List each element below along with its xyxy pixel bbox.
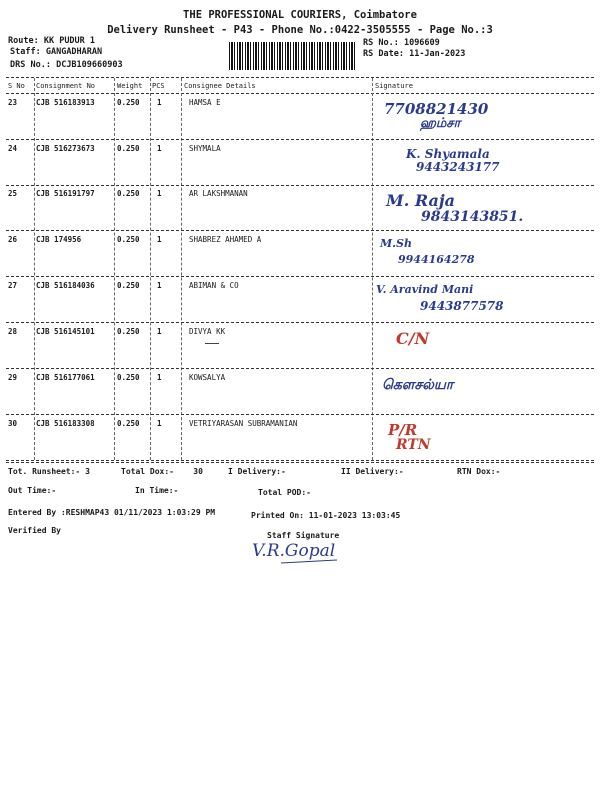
signature-handwriting: K. Shyamala (406, 147, 490, 161)
row-rule (6, 460, 594, 461)
row-rule (6, 230, 594, 231)
staff-value: GANGADHARAN (45, 47, 103, 57)
out-time: Out Time:- (8, 486, 57, 495)
route-value: KK PUDUR 1 (43, 36, 96, 46)
rtn-dox: RTN Dox:- (457, 467, 501, 476)
drs-line (10, 60, 123, 70)
row-consignment-no: CJB 516184036 (36, 281, 95, 290)
row-consignee: SHABREZ AHAMED A (189, 235, 262, 244)
row-consignment-no: CJB 516145101 (36, 327, 95, 336)
row-consignee: SHYMALA (189, 144, 221, 153)
signature-handwriting: V. Aravind Mani (376, 283, 474, 296)
row-pcs: 1 (157, 327, 162, 336)
signature-handwriting: 9944164278 (398, 253, 475, 266)
row-rule (6, 368, 594, 369)
row-pcs: 1 (157, 189, 162, 198)
table-row (0, 187, 600, 231)
signature-handwriting: 9443243177 (416, 160, 500, 174)
row-sno: 27 (8, 281, 18, 290)
signature-handwriting: 9443877578 (420, 299, 504, 313)
row-sno: 23 (8, 98, 18, 107)
row-consignment-no: CJB 516191797 (36, 189, 95, 198)
rs-no-label: RS No.: (363, 38, 399, 48)
row-consignee: KOWSALYA (189, 373, 226, 382)
route-line (8, 36, 95, 46)
table-header-rule (6, 93, 594, 94)
row-pcs: 1 (157, 419, 162, 428)
row-pcs: 1 (157, 373, 162, 382)
route-label: Route: (8, 36, 39, 46)
staff-signature-hand: V.R.Gopal (252, 541, 336, 561)
i-delivery: I Delivery:- (228, 467, 286, 476)
drs-value: DCJB109660903 (56, 60, 123, 70)
row-weight: 0.250 (117, 144, 140, 153)
signature-handwriting: RTN (396, 437, 431, 453)
rs-date-label: RS Date: (363, 49, 404, 59)
table-row (0, 279, 600, 323)
col-pcs: PCS (152, 82, 165, 90)
row-pcs: 1 (157, 281, 162, 290)
table-row (0, 325, 600, 369)
row-pcs: 1 (157, 98, 162, 107)
row-weight: 0.250 (117, 98, 140, 107)
row-sno: 28 (8, 327, 18, 336)
row-sno: 24 (8, 144, 18, 153)
row-weight: 0.250 (117, 419, 140, 428)
staff-label: Staff: (10, 47, 41, 57)
signature-handwriting: ஹம்சா (420, 116, 461, 131)
row-sno: 25 (8, 189, 18, 198)
tot-runsheet: Tot. Runsheet:- 3 (8, 467, 90, 476)
signature-handwriting: P/R (388, 421, 418, 439)
row-consignment-no: CJB 516177061 (36, 373, 95, 382)
table-bottom-rule (6, 462, 594, 463)
row-pcs: 1 (157, 235, 162, 244)
col-signature: Signature (375, 82, 413, 90)
printed-on: Printed On: 11-01-2023 13:03:45 (251, 511, 401, 520)
barcode-image (229, 42, 356, 70)
table-row (0, 417, 600, 461)
runsheet-title: Delivery Runsheet - P43 - Phone No.:0422-3505555 - Page No.:3 (107, 24, 493, 36)
row-consignee: ABIMAN & CO (189, 281, 239, 290)
col-weight: Weight (117, 82, 143, 90)
row-sno: 30 (8, 419, 18, 428)
rs-no-line (363, 38, 440, 48)
row-rule (6, 414, 594, 415)
table-top-rule (6, 77, 594, 78)
row-weight: 0.250 (117, 235, 140, 244)
row-consignment-no: CJB 516183913 (36, 98, 95, 107)
row-rule (6, 185, 594, 186)
rs-no-value: 1096609 (403, 38, 440, 48)
row-weight: 0.250 (117, 373, 140, 382)
table-row (0, 142, 600, 186)
ii-delivery: II Delivery:- (341, 467, 404, 476)
company-title: THE PROFESSIONAL COURIERS, Coimbatore (183, 9, 417, 21)
row-consignment-no: CJB 516183308 (36, 419, 95, 428)
row-pcs: 1 (157, 144, 162, 153)
row-consignee: HAMSA E (189, 98, 221, 107)
col-consignment: Consignment No (36, 82, 96, 90)
row-rule (6, 139, 594, 140)
rs-date-line (363, 49, 465, 59)
signature-handwriting: M. Raja (386, 191, 456, 210)
col-sno: S No (8, 82, 25, 90)
row-rule (6, 322, 594, 323)
row-rule (6, 276, 594, 277)
row-weight: 0.250 (117, 327, 140, 336)
col-consignee: Consignee Details (184, 82, 256, 90)
row-consignee: VETRIYARASAN SUBRAMANIAN (189, 419, 298, 428)
total-pod: Total POD:- (258, 488, 311, 497)
staff-signature-label: Staff Signature (267, 531, 340, 540)
verified-by: Verified By (8, 526, 61, 535)
row-weight: 0.250 (117, 189, 140, 198)
drs-label: DRS No.: (10, 60, 51, 70)
row-sno: 26 (8, 235, 18, 244)
row-consignment-no: CJB 516273673 (36, 144, 95, 153)
row-consignee: AR LAKSHMANAN (189, 189, 248, 198)
signature-handwriting: M.Sh (380, 237, 412, 250)
row-sno: 29 (8, 373, 18, 382)
total-dox: Total Dox:- 30 (121, 467, 203, 476)
signature-handwriting: C/N (396, 329, 430, 348)
signature-handwriting: 9843143851. (421, 209, 524, 225)
table-row (0, 96, 600, 140)
entered-by: Entered By :RESHMAP43 01/11/2023 1:03:29 PM (8, 508, 216, 517)
dash-mark (205, 343, 219, 344)
signature-handwriting: 7708821430 (384, 100, 489, 118)
rs-date-value: 11-Jan-2023 (409, 49, 466, 59)
row-consignment-no: CJB 174956 (36, 235, 82, 244)
table-row (0, 233, 600, 277)
row-consignee: DIVYA KK (189, 327, 226, 336)
in-time: In Time:- (135, 486, 179, 495)
signature-handwriting: கௌசல்யா (382, 377, 454, 393)
table-row (0, 371, 600, 415)
staff-line (10, 47, 102, 57)
row-weight: 0.250 (117, 281, 140, 290)
